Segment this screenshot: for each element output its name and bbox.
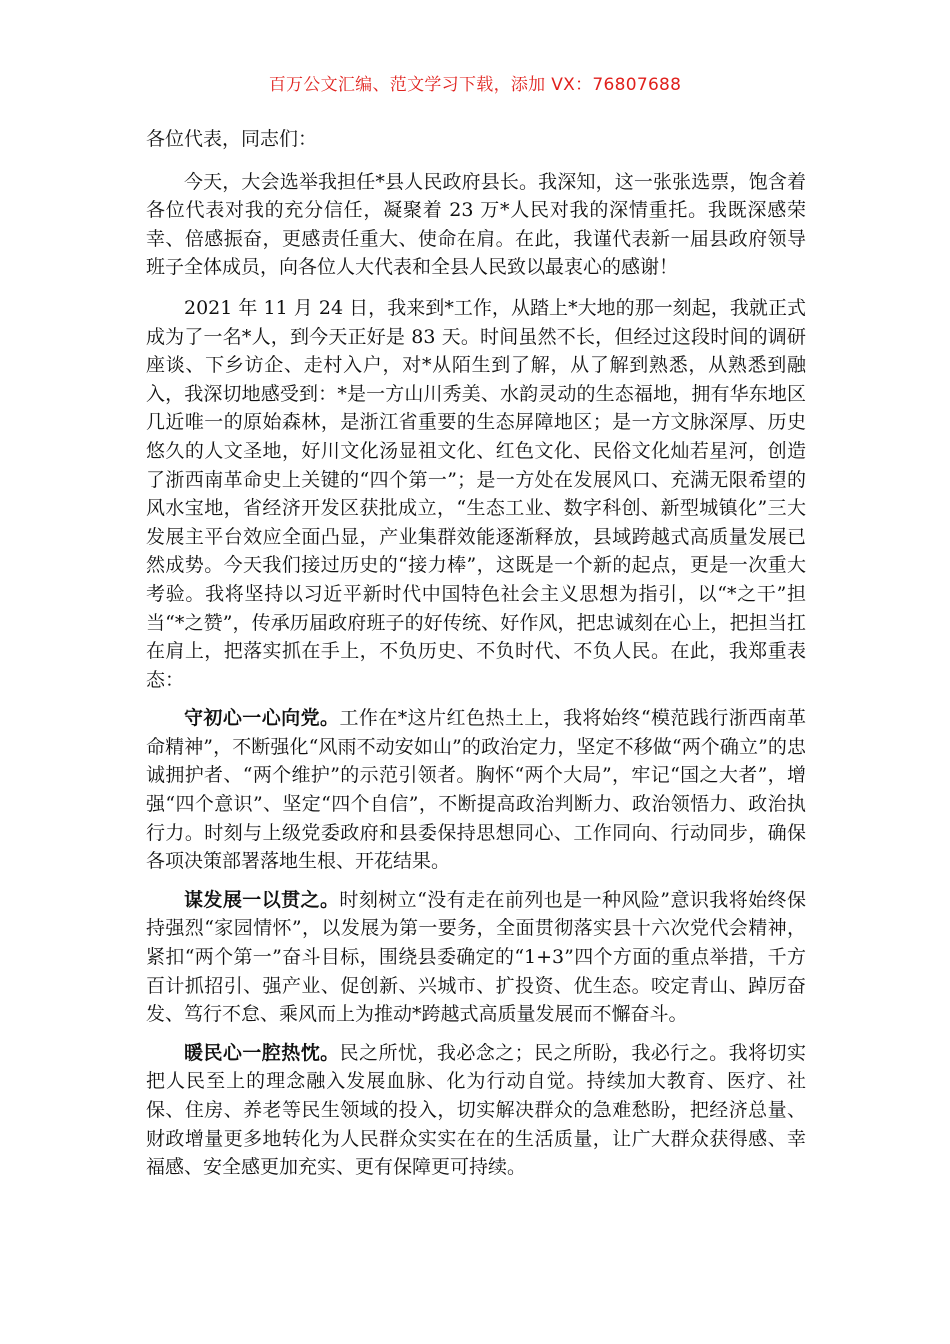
paragraph-lead: 暖民心一腔热忱。 — [184, 1041, 340, 1064]
paragraph — [146, 294, 806, 694]
paragraph-text: 民之所忧，我必念之；民之所盼，我必行之。我将切实把人民至上的理念融入发展血脉、化为行动自觉。持续加大教育、医疗、社保、住房、养老等民生领域的投入，切实解决群众的急难愁盼，把经济总量、财政增量更多地转化为人民群众实实在在的生活质量，让广大群众获得感、幸福感、安全感更加充实、更有保障更可持续。 — [146, 1041, 806, 1179]
header-banner: 百万公文汇编、范文学习下载，添加 VX：76807688 — [268, 75, 682, 95]
paragraph — [146, 886, 806, 1029]
paragraph — [146, 168, 806, 282]
paragraph-text: 2021 年 11 月 24 日，我来到*工作，从踏上*大地的那一刻起，我就正式成为了一名*人，到今天正好是 83 天。时间虽然不长，但经过这段时间的调研座谈、下乡访企、走村入户，对*从陌生到了解，从了解到熟悉，从熟悉到融入，我深切地感受到：*是一方山川秀美、水韵灵动的生态福地，拥有华东地区几近唯一的原始森林，是浙江省重要的生态屏障地区；是一方文脉深厚、历史悠久的人文圣地，好川文化汤显祖文化、红色文化、民俗文化灿若星河，创造了浙西南革命史上关键的“四个第一”；是一方处在发展风口、充满无限希望的风水宝地，省经济开发区获批成立，“生态工业、数字科创、新型城镇化”三大发展主平台效应全面凸显，产业集群效能逐渐释放，县域跨越式高质量发展已然成势。今天我们接过历史的“接力棒”，这既是一个新的起点，更是一次重大考验。我将坚持以习近平新时代中国特色社会主义思想为指引，以“*之干”担当“*之赞”，传承历届政府班子的好传统、好作风，把忠诚刻在心上，把担当扛在肩上，把落实抓在手上，不负历史、不负时代、不负人民。在此，我郑重表态： — [146, 296, 806, 691]
paragraph-lead: 谋发展一以贯之。 — [184, 888, 340, 911]
paragraph-lead: 守初心一心向党。 — [184, 707, 340, 730]
document-body — [146, 125, 806, 1192]
salutation: 各位代表，同志们： — [146, 128, 318, 150]
paragraph-text: 时刻树立“没有走在前列也是一种风险”意识我将始终保持强烈“家园情怀”，以发展为第一要务，全面贯彻落实县十六次党代会精神，紧扣“两个第一”奋斗目标，围绕县委确定的“1+3”四个方面的重点举措，千方百计抓招引、强产业、促创新、兴城市、扩投资、优生态。咬定青山、踔厉奋发、笃行不怠、乘风而上为推动*跨越式高质量发展而不懈奋斗。 — [146, 888, 806, 1026]
paragraph-text: 工作在*这片红色热土上，我将始终“模范践行浙西南革命精神”，不断强化“风雨不动安如山”的政治定力，坚定不移做“两个确立”的忠诚拥护者、“两个维护”的示范引领者。胸怀“两个大局”，牢记“国之大者”，增强“四个意识”、坚定“四个自信”，不断提高政治判断力、政治领悟力、政治执行力。时刻与上级党委政府和县委保持思想同心、工作同向、行动同步，确保各项决策部署落地生根、开花结果。 — [146, 707, 806, 873]
paragraph-text: 今天，大会选举我担任*县人民政府县长。我深知，这一张张选票，饱含着各位代表对我的充分信任，凝聚着 23 万*人民对我的深情重托。我既深感荣幸、倍感振奋，更感责任重大、使命在肩。在此，我谨代表新一届县政府领导班子全体成员，向各位人大代表和全县人民致以最衷心的感谢！ — [146, 170, 806, 279]
paragraph — [146, 1039, 806, 1182]
paragraph — [146, 704, 806, 876]
